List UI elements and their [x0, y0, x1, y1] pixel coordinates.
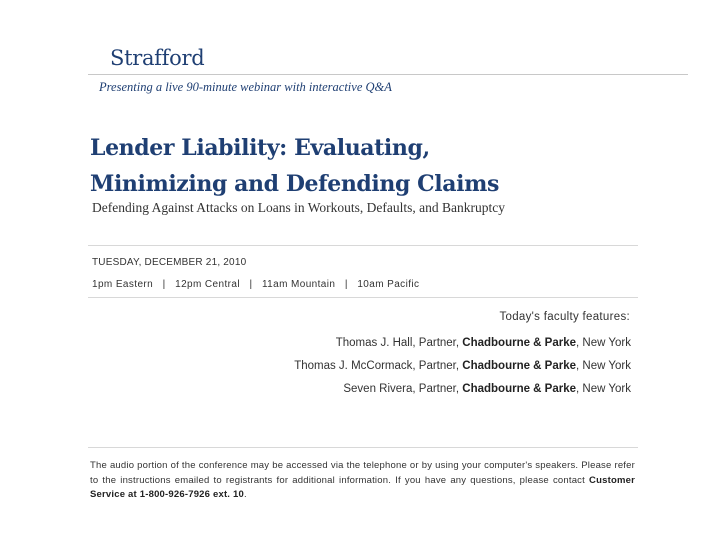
faculty-name: Seven Rivera, Partner,: [343, 383, 463, 395]
faculty-member: [336, 337, 631, 349]
webinar-date: TUESDAY, DECEMBER 21, 2010: [92, 257, 247, 268]
header-divider: [88, 74, 688, 75]
audio-notice: [90, 459, 635, 503]
title-line-2: Minimizing and Defending Claims: [90, 171, 499, 197]
time-mountain: 11am Mountain: [261, 279, 336, 290]
time-separator: |: [344, 279, 348, 290]
faculty-member: [294, 360, 631, 372]
time-eastern: 1pm Eastern: [92, 279, 154, 290]
faculty-name: Thomas J. McCormack, Partner,: [294, 360, 463, 372]
faculty-heading: Today's faculty features:: [499, 311, 630, 323]
webinar-subtitle: Defending Against Attacks on Loans in Workouts, Defaults, and Bankruptcy: [92, 200, 505, 215]
faculty-firm: Chadbourne & Parke: [462, 360, 577, 372]
title-line-1: Lender Liability: Evaluating,: [90, 135, 430, 161]
faculty-name: Thomas J. Hall, Partner,: [335, 337, 463, 349]
strafford-logo: Strafford: [110, 46, 205, 70]
time-separator: |: [249, 279, 253, 290]
notice-text: The audio portion of the conference may be accessed via the telephone or by using your computer's speakers. Please refer to the instructions emailed to registrants for additional information. If you have any questions, please contact: [90, 460, 635, 486]
time-central: 12pm Central: [175, 279, 240, 290]
faculty-firm: Chadbourne & Parke: [462, 383, 577, 395]
faculty-location: , New York: [576, 337, 631, 349]
time-separator: |: [162, 279, 166, 290]
time-pacific: 10am Pacific: [357, 279, 420, 290]
tagline: Presenting a live 90-minute webinar with interactive Q&A: [99, 80, 392, 94]
webinar-title: [90, 130, 670, 202]
faculty-firm: Chadbourne & Parke: [462, 337, 577, 349]
customer-service-contact: Customer Service at 1-800-926-7926 ext. 10: [90, 474, 635, 500]
webinar-times: [92, 279, 419, 290]
divider-middle: [88, 297, 638, 298]
faculty-location: , New York: [576, 383, 631, 395]
divider-bottom: [88, 447, 638, 448]
faculty-location: , New York: [576, 360, 631, 372]
faculty-member: [343, 383, 631, 395]
divider-top: [88, 245, 638, 246]
notice-end: .: [243, 489, 247, 500]
